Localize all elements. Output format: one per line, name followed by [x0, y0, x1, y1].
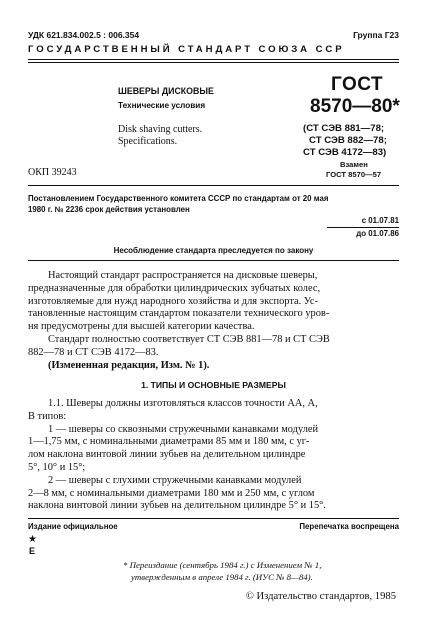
- section-line: лом наклона винтовой линии зубьев на делительном цилиндре: [28, 449, 306, 461]
- header-rule-bottom: [28, 62, 399, 63]
- decree-date-rule: [327, 227, 399, 228]
- group-code: Группа Г23: [353, 30, 399, 40]
- title-en-1: Disk shaving cutters.: [118, 124, 203, 135]
- copyright: © Издательство стандартов, 1985: [245, 591, 396, 602]
- replaces-value: ГОСТ 8570—57: [326, 170, 382, 179]
- gost-label: ГОСТ: [331, 74, 384, 95]
- intro-line: предназначенные для обработки цилиндрических зубчатых колес,: [28, 282, 321, 294]
- edition-mark-letter: E: [29, 546, 36, 556]
- official-edition: Издание официальное: [28, 522, 118, 531]
- intro-line: Настоящий стандарт распространяется на дисковые шеверы,: [48, 270, 318, 281]
- decree-line-1: Постановлением Государственного комитета СССР по стандартам от 20 мая: [28, 194, 329, 203]
- intro-line: ня предусмотрены для высшей категории качества.: [28, 321, 255, 333]
- section-line: 1.1. Шеверы должны изготовляться классов точности АА, А,: [48, 398, 318, 409]
- intro-paragraph: [28, 270, 399, 372]
- intro-line: Стандарт полностью соответствует СТ СЭВ 881—78 и СТ СЭВ: [48, 333, 330, 345]
- replaces-label: Взамен: [340, 160, 368, 169]
- amendment-note: (Измененная редакция, Изм. № 1).: [48, 359, 210, 371]
- okp-code: ОКП 39243: [28, 167, 77, 178]
- section-line: 1—1,75 мм, с номинальными диаметрами 85 мм и 180 мм, с уг-: [28, 436, 310, 448]
- section-line: 2 — шеверы с глухими стружечными канавками модулей: [48, 474, 302, 486]
- gost-number: 8570—80*: [310, 96, 400, 117]
- title-en-2: Specifications.: [118, 136, 178, 147]
- intro-line: тановленные настоящим стандартом показатели технического уров-: [28, 308, 330, 320]
- intro-line: 882—78 и СТ СЭВ 4172—83.: [28, 346, 159, 358]
- warning-rule: [28, 260, 399, 261]
- reissue-note-line-2: утвержденным в апреле 1984 г. (ИУС № 8—84).: [131, 572, 313, 582]
- udk-code: УДК 621.834.002.5 : 006.354: [28, 30, 140, 40]
- standard-line: ГОСУДАРСТВЕННЫЙ СТАНДАРТ СОЮЗА ССР: [28, 44, 345, 55]
- title-ru: ШЕВЕРЫ ДИСКОВЫЕ: [118, 86, 214, 96]
- warning-notice: Несоблюдение стандарта преследуется по закону: [113, 246, 314, 255]
- subtitle-ru: Технические условия: [118, 101, 206, 110]
- star-icon: ★: [28, 534, 37, 545]
- section-heading: 1. ТИПЫ И ОСНОВНЫЕ РАЗМЕРЫ: [141, 380, 286, 390]
- decree-to-date: до 01.07.86: [356, 229, 399, 238]
- st-sev-2: СТ СЭВ 882—78;: [309, 135, 387, 146]
- st-sev-1: (СТ СЭВ 881—78;: [303, 123, 385, 134]
- reprint-prohibited: Перепечатка воспрещена: [299, 522, 399, 531]
- section-1-body: [28, 398, 399, 513]
- title-block-rule: [28, 185, 399, 186]
- section-line: 5°, 10° и 15°;: [28, 461, 86, 473]
- section-line: 2—8 мм, с номинальными диаметрами 180 мм и 250 мм, с углом: [28, 487, 315, 499]
- section-line: 1 — шеверы со сквозными стружечными канавками модулей: [48, 423, 319, 435]
- decree-from-date: с 01.07.81: [361, 216, 399, 225]
- st-sev-3: СТ СЭВ 4172—83): [303, 147, 387, 158]
- decree-line-2: 1980 г. № 2236 срок действия установлен: [28, 205, 190, 214]
- footer-rule: [28, 518, 399, 519]
- header-rule-top: [28, 59, 399, 60]
- section-line: наклона винтовой линии зубьев на делительном цилиндре 5° и 15°.: [28, 500, 326, 512]
- intro-line: изготовляемые для нужд народного хозяйства и для экспорта. Ус-: [28, 295, 318, 307]
- reissue-note-line-1: * Переиздание (сентябрь 1984 г.) с Изменением № 1,: [123, 560, 322, 570]
- section-line: В типов:: [28, 410, 67, 422]
